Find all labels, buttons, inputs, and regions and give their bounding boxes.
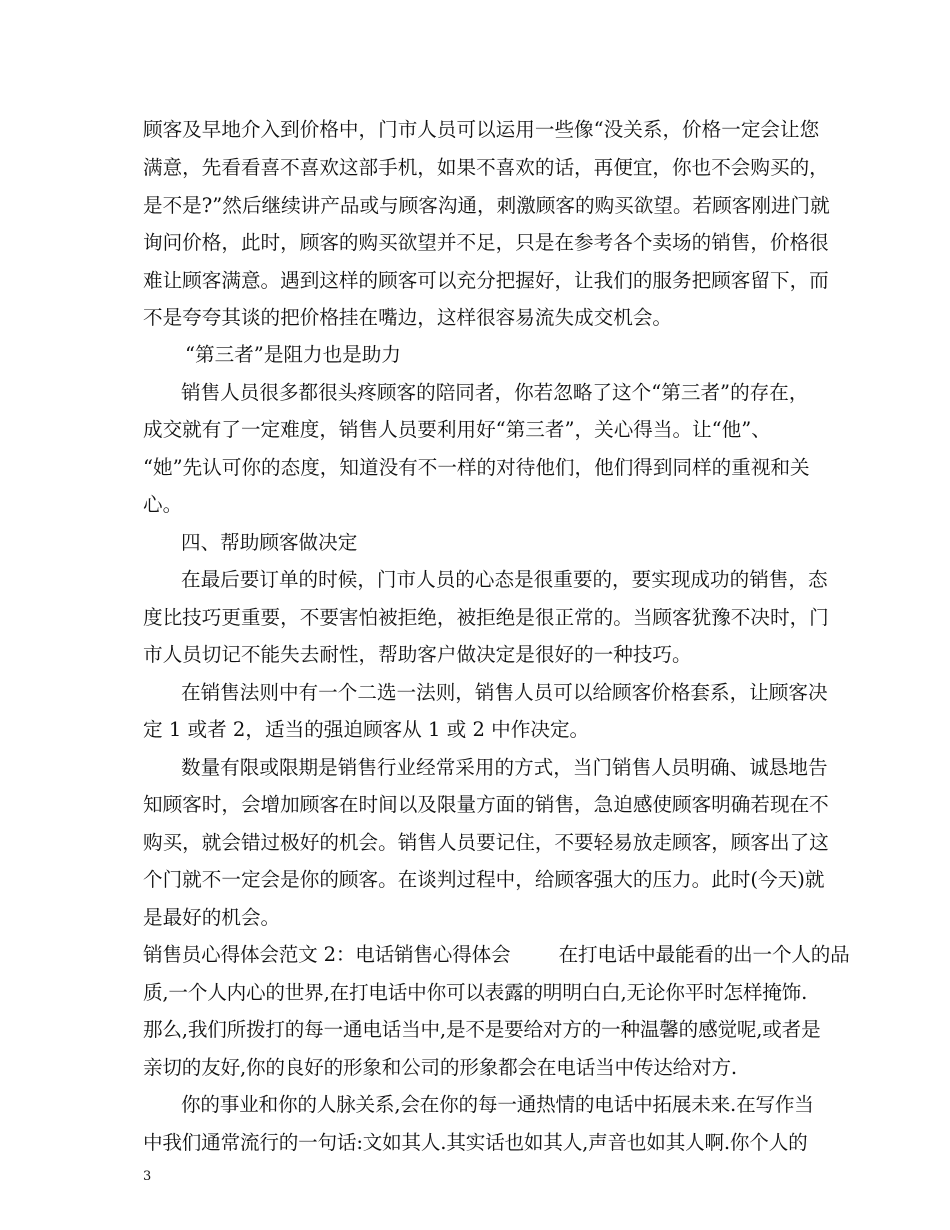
text-line: 不是夸夸其谈的把价格挂在嘴边，这样很容易流失成交机会。: [143, 306, 673, 329]
section-heading: 四、帮助顾客做决定: [181, 531, 358, 554]
text-line: 成交就有了一定难度，销售人员要利用好“第三者”，关心得当。让“他”、: [143, 418, 771, 441]
paragraph-first-line: 销售人员很多都很头疼顾客的陪同者，你若忽略了这个“第三者”的存在，: [181, 381, 809, 404]
paragraph-first-line: 在最后要订单的时候，门市人员的心态是很重要的，要实现成功的销售，态: [181, 568, 828, 591]
text-line: “她”先认可你的态度，知道没有不一样的对待他们，他们得到同样的重视和关: [143, 456, 810, 479]
text-line: 那么,我们所拨打的每一通电话当中,是不是要给对方的一种温馨的感觉呢,或者是: [143, 1018, 821, 1041]
text-line: 市人员切记不能失去耐性，帮助客户做决定是很好的一种技巧。: [143, 643, 692, 666]
text-line: 亲切的友好,你的良好的形象和公司的形象都会在电话当中传达给对方.: [143, 1056, 737, 1079]
text-line: 是最好的机会。: [143, 906, 281, 929]
text-line: 顾客及早地介入到价格中，门市人员可以运用一些像“没关系，价格一定会让您: [143, 118, 820, 141]
text-line: 质,一个人内心的世界,在打电话中你可以表露的明明白白,无论你平时怎样掩饰.: [143, 981, 808, 1004]
text-line: 度比技巧更重要，不要害怕被拒绝，被拒绝是很正常的。当顾客犹豫不决时，门: [143, 606, 829, 629]
section-heading: “第三者”是阻力也是助力: [185, 343, 401, 366]
text-line: 个门就不一定会是你的顾客。在谈判过程中，给顾客强大的压力。此时(今天)就: [143, 868, 825, 891]
text-line: 定 1 或者 2，适当的强迫顾客从 1 或 2 中作决定。: [143, 718, 590, 741]
text-line: 购买，就会错过极好的机会。销售人员要记住，不要轻易放走顾客，顾客出了这: [143, 831, 829, 854]
paragraph-first-line: 你的事业和你的人脉关系,会在你的每一通热情的电话中拓展未来.在写作当: [181, 1093, 814, 1116]
text-line: 满意，先看看喜不喜欢这部手机，如果不喜欢的话，再便宜，你也不会购买的，: [143, 156, 829, 179]
text-line: 心。: [143, 493, 183, 516]
text-line: 中我们通常流行的一句话:文如其人.其实话也如其人,声音也如其人啊.你个人的: [143, 1131, 808, 1154]
text-line: 是不是?”然后继续讲产品或与顾客沟通，刺激顾客的购买欲望。若顾客刚进门就: [143, 194, 830, 217]
article-title-line: 销售员心得体会范文 2：电话销售心得体会 在打电话中最能看的出一个人的品: [143, 943, 850, 966]
paragraph-first-line: 数量有限或限期是销售行业经常采用的方式，当门销售人员明确、诚恳地告: [181, 756, 828, 779]
text-line: 知顾客时，会增加顾客在时间以及限量方面的销售，急迫感使顾客明确若现在不: [143, 793, 829, 816]
text-line: 询问价格，此时，顾客的购买欲望并不足，只是在参考各个卖场的销售，价格很: [143, 231, 829, 254]
page-number: 3: [143, 1169, 152, 1184]
text-line: 难让顾客满意。遇到这样的顾客可以充分把握好，让我们的服务把顾客留下，而: [143, 269, 829, 292]
paragraph-first-line: 在销售法则中有一个二选一法则，销售人员可以给顾客价格套系，让顾客决: [181, 681, 828, 704]
